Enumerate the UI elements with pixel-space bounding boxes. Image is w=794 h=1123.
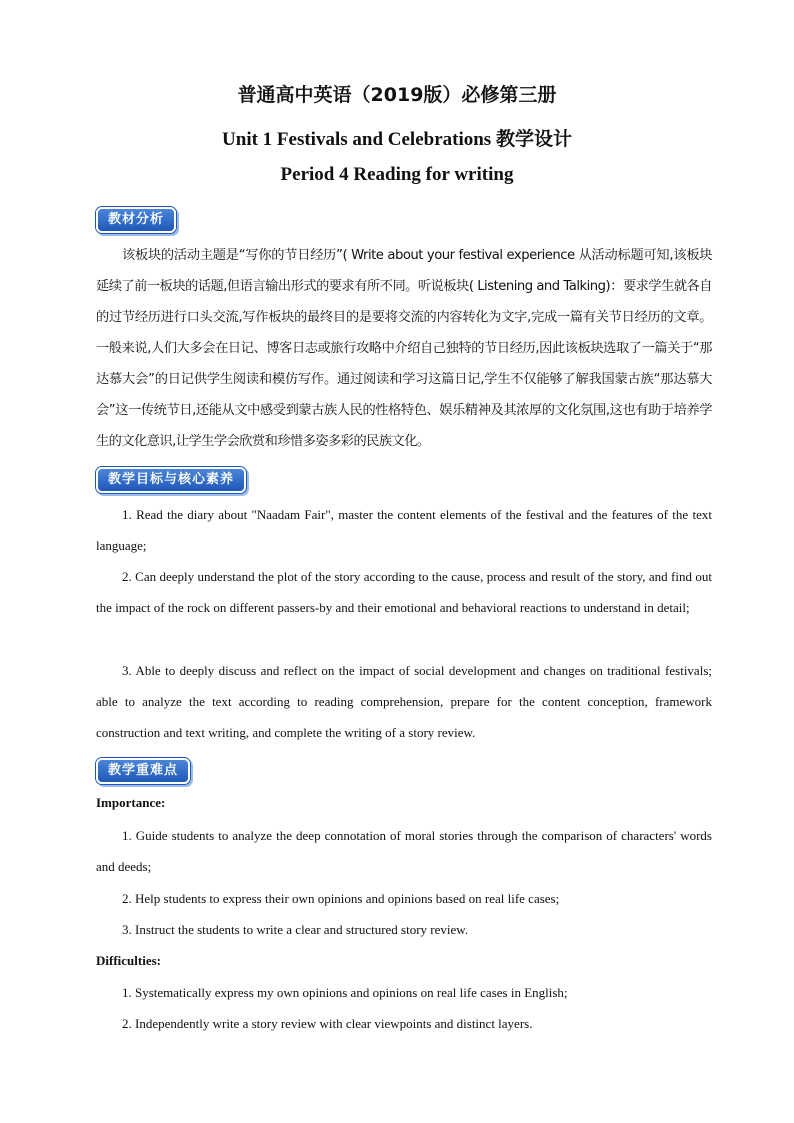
analysis-paragraph: 该板块的活动主题是“写你的节日经历”( Write about your festival experience 从活动标题可知,该板块延续了前一板块的话题,但语言输出形式的要求有所不同。听说板块( Listening and Talking)：要求学生就各自的过节经历进行口头交流,写作板块的最终目的是要将交流的内容转化为文字,完成一篇有关节日经历的文章。一般来说,人们大多会在日记、博客日志或旅行攻略中介绍自己独特的节日经历,因此该板块选取了一篇关于“那达慕大会”的日记供学生阅读和模仿写作。通过阅读和学习这篇日记,学生不仅能够了解我国蒙古族“那达慕大会”这一传统节日,还能从文中感受到蒙古族人民的性格特色、娱乐精神及其浓厚的文化氛围,这也有助于培养学生的文化意识,让学生学会欣赏和珍惜多姿多彩的民族文化。 (96, 248, 712, 449)
period-title: Period 4 Reading for writing (280, 164, 514, 185)
section-badge-keypoints: 教学重难点 (96, 758, 190, 784)
importance-item-1: 1. Guide students to analyze the deep connotation of moral stories through the comparison of characters' words and deeds; (96, 828, 712, 874)
difficulty-item-1: 1. Systematically express my own opinions and opinions on real life cases in English; (122, 985, 568, 1000)
importance-item-2: 2. Help students to express their own opinions and opinions based on real life cases; (122, 891, 560, 906)
section-badge-objectives: 教学目标与核心素养 (96, 467, 246, 493)
objective-item-3: 3. Able to deeply discuss and reflect on the impact of social development and changes on traditional festivals; able to analyze the text according to reading comprehension, prepare for the content conception, framework construction and text writing, and complete the writing of a story review. (96, 663, 712, 740)
difficulties-heading: Difficulties: (96, 953, 161, 968)
difficulty-item-2: 2. Independently write a story review with clear viewpoints and distinct layers. (122, 1016, 533, 1031)
objective-item-2: 2. Can deeply understand the plot of the story according to the cause, process and result of the story, and find out the impact of the rock on different passers-by and their emotional and behavioral reactions to understand in detail; (96, 569, 712, 615)
importance-heading: Importance: (96, 795, 166, 810)
objective-item-1: 1. Read the diary about "Naadam Fair", master the content elements of the festival and the features of the text language; (96, 507, 712, 553)
importance-item-3: 3. Instruct the students to write a clear and structured story review. (122, 922, 469, 937)
section-badge-analysis: 教材分析 (96, 207, 176, 233)
document-title: 普通高中英语（2019版）必修第三册 (237, 84, 557, 106)
unit-title: Unit 1 Festivals and Celebrations 教学设计 (222, 129, 572, 150)
